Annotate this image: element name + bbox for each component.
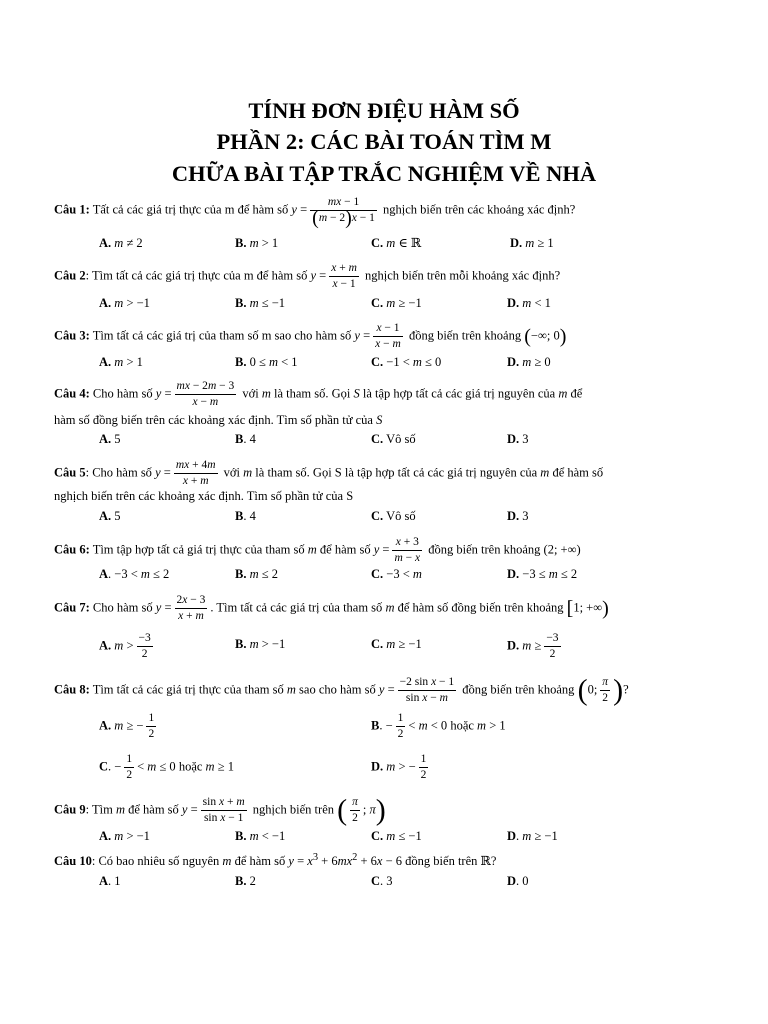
answer-option: B. 4 (235, 432, 256, 446)
question-1: Câu 1: Tất cả các giá trị thực của m để hàm số y = $\frac{mx - 1}{(m - 2)x - 1}$ nghịch biến trên các khoảng xác định? (54, 196, 576, 229)
answer-option: A. m ≥ − $\frac{1}{2}$ (99, 712, 155, 740)
question-text: Tìm tất cả các giá trị thực của tham số (92, 682, 284, 697)
answer-option: A. m > 1 (99, 355, 143, 369)
answer-option: C. 3 (371, 874, 393, 888)
question-text: nghịch biến trên các khoảng xác định? (383, 202, 576, 217)
question-9: Câu 9: Tìm m để hàm số y = $\frac{\text{sin x + m}}{\text{sin x − 1}}$ nghịch biến trên ( $\frac{\pi}{2}$ ; π) (54, 793, 386, 827)
answer-option: D. m ≥ −1 (507, 829, 558, 843)
question-label: Câu 4: (54, 386, 90, 401)
question-text: là tham số. Gọi (274, 386, 351, 401)
question-6: Câu 6: Tìm tập hợp tất cả giá trị thực của tham số m để hàm số y = $\frac{x + 3}{m - x}$ đồng biến trên khoảng (2; +∞) (54, 536, 581, 564)
question-label: Câu 10 (54, 854, 92, 869)
question-label: Câu 1: (54, 202, 90, 217)
answer-option: A. m > $\frac{-3}{2}$ (99, 632, 151, 660)
question-10: Câu 10: Có bao nhiêu số nguyên m để hàm số $y = x^3 + 6mx^2 + 6x - 6$ đồng biến trên ℝ? (54, 852, 497, 869)
question-text: đồng biến trên khoảng (462, 682, 575, 697)
question-label: Câu 7: (54, 600, 90, 615)
question-text: nghịch biến trên (252, 802, 334, 817)
answer-option: C. m ≥ −1 (371, 296, 422, 310)
section-title: CHỮA BÀI TẬP TRẮC NGHIỆM VỀ NHÀ (171, 161, 597, 186)
answer-option: C. m ∈ ℝ (371, 236, 422, 250)
question-text: Cho hàm số (92, 600, 153, 615)
answer-option: D. 3 (507, 432, 529, 446)
answer-option: D. m ≥ $\frac{-3}{2}$ (507, 632, 559, 660)
answer-option: B. − $\frac{1}{2}$ < m < 0 hoặc m > 1 (371, 712, 506, 740)
answer-option: C. −1 < m ≤ 0 (371, 355, 442, 369)
main-title: TÍNH ĐƠN ĐIỆU HÀM SỐ (248, 98, 520, 123)
question-label: Câu 5 (54, 465, 86, 480)
answer-option: A. 1 (99, 874, 121, 888)
answer-option: D. 3 (507, 509, 529, 523)
answer-option: C. m ≥ −1 (371, 637, 422, 651)
question-text: đồng biến trên khoảng (428, 542, 541, 557)
question-text: : Cho hàm số (85, 465, 152, 480)
answer-option: D. m ≥ 1 (510, 236, 554, 250)
answer-option: D. m ≥ 0 (507, 355, 551, 369)
question-text: là tập hợp tất cả các giá trị nguyên của (362, 386, 556, 401)
answer-option: D. m < 1 (507, 296, 551, 310)
part-title: PHẦN 2: CÁC BÀI TOÁN TÌM M (216, 129, 552, 154)
question-text: với (223, 465, 241, 480)
question-label: Câu 3: (54, 328, 90, 343)
answer-option: B. m > 1 (235, 236, 279, 250)
answer-option: B. m ≤ −1 (235, 296, 286, 310)
question-text: để (570, 386, 583, 401)
question-text: sao cho hàm số (299, 682, 376, 697)
question-text: để hàm số (319, 542, 371, 557)
question-label: Câu 6: (54, 542, 90, 557)
question-5: Câu 5: Cho hàm số y = $\frac{mx + 4m}{x + m}$ với m là tham số. Gọi S là tập hợp tất cả các giá trị nguyên của m để hàm số (54, 459, 604, 487)
answer-option: A. 5 (99, 509, 121, 523)
question-4: Câu 4: Cho hàm số y = $\frac{mx - 2m - 3}{x - m}$ với m là tham số. Gọi S là tập hợp tất cả các giá trị nguyên của m để (54, 380, 583, 408)
question-7: Câu 7: Cho hàm số y = $\frac{2x - 3}{x + m}$ . Tìm tất cả các giá trị của tham số m để hàm số đồng biến trên khoảng [1; +∞) (54, 594, 609, 622)
answer-option: C. − $\frac{1}{2}$ < m ≤ 0 hoặc m ≥ 1 (99, 753, 234, 781)
question-text: Tìm tập hợp tất cả giá trị thực của tham số (92, 542, 305, 557)
question-text: để hàm số (234, 854, 286, 869)
question-text: để hàm số đồng biến trên khoảng (397, 600, 564, 615)
answer-option: B. 2 (235, 874, 256, 888)
answer-option: A. m > −1 (99, 296, 150, 310)
answer-option: A. 5 (99, 432, 121, 446)
question-text: : Tìm tất cả các giá trị thực của m để hàm số (85, 268, 308, 283)
answer-option: D. m > − $\frac{1}{2}$ (371, 753, 427, 781)
question-text: để hàm số (128, 802, 179, 817)
question-text: nghịch biến trên mỗi khoảng xác định? (365, 268, 561, 283)
question-text: là tham số. Gọi S là tập hợp tất cả các giá trị nguyên của (255, 465, 538, 480)
answer-option: D. 0 (507, 874, 529, 888)
answer-option: B. 0 ≤ m < 1 (235, 355, 298, 369)
question-8: Câu 8: Tìm tất cả các giá trị thực của tham số m sao cho hàm số y = $\frac{\text{−2 sin x − 1}}{\text{sin x − m}}$ đồng biến trên khoảng (0; $\frac{\pi}{2}$ )? (54, 673, 629, 707)
question-text: để hàm số (552, 465, 604, 480)
answer-option: C. −3 < m (371, 567, 422, 581)
answer-option: B. m < −1 (235, 829, 286, 843)
question-text: đồng biến trên (405, 854, 478, 869)
question-4-line-2: hàm số đồng biến trên các khoảng xác định. Tìm số phần tử của S (54, 413, 383, 427)
answer-option: B. m ≤ 2 (235, 567, 278, 581)
answer-option: B. m > −1 (235, 637, 286, 651)
answer-option: C. Vô số (371, 432, 416, 446)
question-text: Tìm tất cả các giá trị của tham số m sao cho hàm số (92, 328, 352, 343)
question-5-line-2: nghịch biến trên các khoảng xác định. Tìm số phần tử của S (54, 489, 354, 503)
question-3: Câu 3: Tìm tất cả các giá trị của tham số m sao cho hàm số y = $\frac{x - 1}{x - m}$ đồng biến trên khoảng (−∞; 0) (54, 322, 567, 350)
question-text: Cho hàm số (92, 386, 153, 401)
answer-option: A. m > −1 (99, 829, 150, 843)
question-text: : Tìm (85, 802, 113, 817)
question-label: Câu 9 (54, 802, 86, 817)
question-text: đồng biến trên khoảng (408, 328, 522, 343)
answer-option: D. −3 ≤ m ≤ 2 (507, 567, 578, 581)
question-label: Câu 8: (54, 682, 90, 697)
question-2: Câu 2: Tìm tất cả các giá trị thực của m để hàm số y = $\frac{x + m}{x - 1}$ nghịch biến trên mỗi khoảng xác định? (54, 262, 561, 290)
answer-option: B. 4 (235, 509, 256, 523)
question-text: Tất cả các giá trị thực của m để hàm số (92, 202, 289, 217)
answer-option: C. Vô số (371, 509, 416, 523)
answer-option: A. m ≠ 2 (99, 236, 143, 250)
answer-option: A. −3 < m ≤ 2 (99, 567, 170, 581)
question-text: . Tìm tất cả các giá trị của tham số (210, 600, 383, 615)
question-text: : Có bao nhiêu số nguyên (91, 854, 220, 869)
question-label: Câu 2 (54, 268, 86, 283)
answer-option: C. m ≤ −1 (371, 829, 422, 843)
question-text: với (242, 386, 259, 401)
